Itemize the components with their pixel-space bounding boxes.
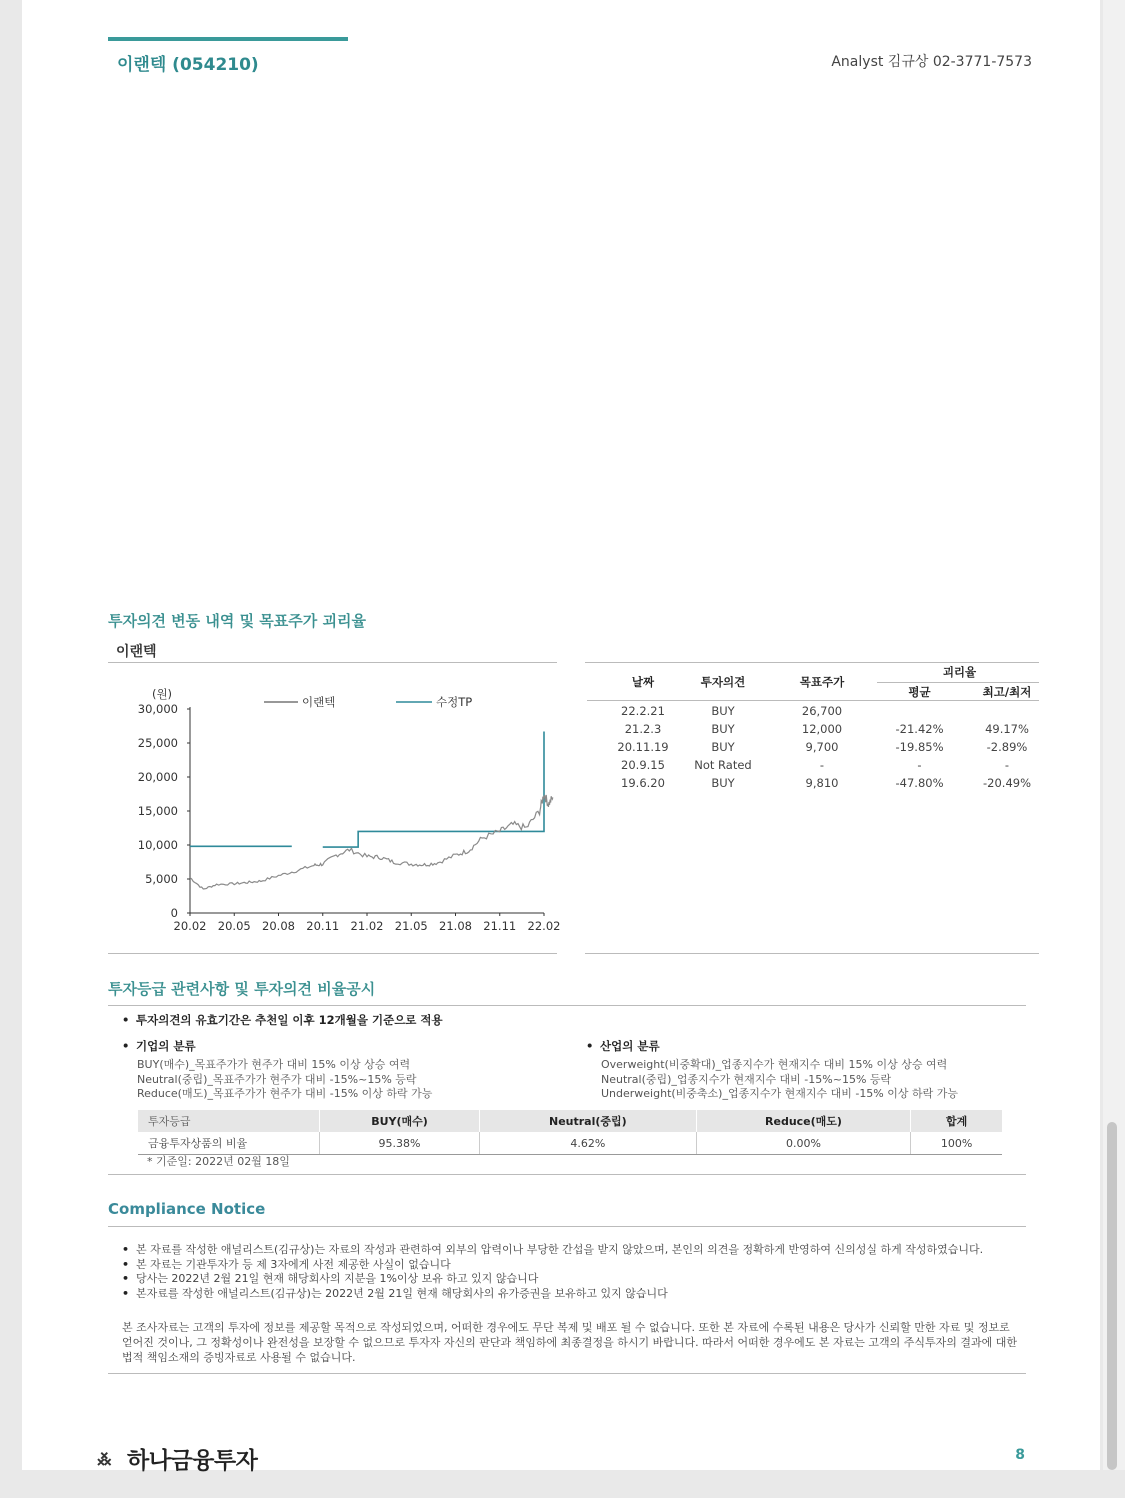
divider <box>108 1226 1026 1227</box>
industry-class-title: • 산업의 분류 <box>586 1039 660 1053</box>
company-title: 이랜텍 (054210) <box>117 55 259 75</box>
list-item: • 본자료를 작성한 애널리스트(김규상)는 2022년 2월 21일 현재 해당회사의 유가증권을 보유하고 있지 않습니다 <box>122 1287 983 1302</box>
validity-note: • 투자의견의 유효기간은 추천일 이후 12개월을 기준으로 적용 <box>122 1013 443 1027</box>
y-tick-label: 5,000 <box>145 872 178 886</box>
list-item: • 본 자료를 작성한 애널리스트(김규상)는 자료의 작성과 관련하여 외부의 압력이나 부당한 간섭을 받지 않았으며, 본인의 의견을 정확하게 반영하여 신의성실 하게 작성하였습니다. <box>122 1243 983 1258</box>
x-tick-label: 20.08 <box>262 919 295 933</box>
history-cell-date: 20.11.19 <box>617 740 669 754</box>
header-cell: BUY(매수) <box>320 1110 480 1132</box>
divider <box>108 662 557 663</box>
y-tick-label: 30,000 <box>137 702 178 716</box>
history-cell-target: 12,000 <box>801 722 843 736</box>
analyst-info: Analyst 김규상 02-3771-7573 <box>831 54 1032 70</box>
y-tick-label: 0 <box>170 906 178 920</box>
opinion-history-title: 투자의견 변동 내역 및 목표주가 괴리율 <box>108 612 366 630</box>
history-cell-avg: -47.80% <box>895 776 944 790</box>
history-cell-avg: -19.85% <box>895 740 944 754</box>
history-cell-opinion: BUY <box>711 722 735 736</box>
history-cell-target: 26,700 <box>801 704 843 718</box>
company-class-list: BUY(매수)_목표주가가 현주가 대비 15% 이상 상승 여력 Neutral(중립)_목표주가가 현주가 대비 -15%~15% 등락 Reduce(매도)_목표주가가 현주가 대비 -15% 이상 하락 가능 <box>137 1058 433 1100</box>
compliance-list <box>122 1243 983 1301</box>
col-date: 날짜 <box>631 675 655 689</box>
disclaimer-text: 본 조사자료는 고객의 투자에 정보를 제공할 목적으로 작성되었으며, 어떠한 경우에도 무단 복제 및 배포 될 수 없습니다. 또한 본 자료에 수록된 내용은 당사가 신뢰할 만한 자료 및 정보로 얻어진 것이나, 그 정확성이나 완전성을 보장할 수 없으므로 투자자 자신의 판단과 책임하에 최종결정을 하시기 바랍니다. 따라서 어떠한 경우에도 본 자료는 고객의 주식투자의 결과에 대한 법적 책임소재의 증빙자료로 사용될 수 없습니다. <box>122 1321 1017 1364</box>
x-tick-label: 21.02 <box>350 919 384 933</box>
divider <box>587 700 1039 701</box>
divider <box>585 662 1039 663</box>
x-tick-label: 20.11 <box>306 919 340 933</box>
history-cell-target: 9,810 <box>805 776 839 790</box>
col-target: 목표주가 <box>799 675 845 689</box>
history-cell-target: - <box>819 758 825 772</box>
history-cell-date: 21.2.3 <box>624 722 662 736</box>
x-tick-label: 20.02 <box>173 919 207 933</box>
history-cell-target: 9,700 <box>805 740 839 754</box>
x-tick-label: 20.05 <box>217 919 251 933</box>
x-tick-label: 21.11 <box>483 919 517 933</box>
stock-price-line <box>190 795 553 889</box>
history-cell-date: 19.6.20 <box>621 776 665 790</box>
divider <box>108 953 557 954</box>
chart-company-label: 이랜텍 <box>116 644 157 660</box>
x-tick-label: 21.05 <box>394 919 428 933</box>
company-class-title: • 기업의 분류 <box>122 1039 196 1053</box>
history-cell-highlow: - <box>1004 758 1010 772</box>
history-cell-avg: -21.42% <box>895 722 944 736</box>
table-cell: 금융투자상품의 비율 <box>138 1132 320 1155</box>
chart-svg <box>112 682 561 937</box>
brand-mark-icon: ࿏ <box>97 1449 112 1474</box>
history-cell-date: 20.9.15 <box>621 758 665 772</box>
history-cell-opinion: BUY <box>711 740 735 754</box>
header-cell: Neutral(중립) <box>480 1110 697 1132</box>
history-cell-opinion: BUY <box>711 776 735 790</box>
header-cell: 합계 <box>911 1110 1002 1132</box>
y-tick-label: 25,000 <box>137 736 178 750</box>
col-opinion: 투자의견 <box>700 675 746 689</box>
history-cell-avg: - <box>917 758 922 772</box>
legend-label-tp: 수정TP <box>436 695 473 709</box>
table-row <box>138 1132 1002 1155</box>
brand-logo: ࿏ 하나금융투자 <box>97 1436 257 1498</box>
history-cell-highlow: 49.17% <box>985 722 1029 736</box>
y-tick-label: 10,000 <box>137 838 178 852</box>
base-date: * 기준일: 2022년 02월 18일 <box>147 1155 290 1168</box>
x-tick-label: 22.02 <box>527 919 561 933</box>
col-highlow: 최고/최저 <box>982 685 1032 699</box>
rating-disclosure-title: 투자등급 관련사항 및 투자의견 비율공시 <box>108 980 376 998</box>
divider <box>108 1005 1026 1006</box>
scrollbar-thumb[interactable] <box>1107 1122 1117 1470</box>
table-cell: 0.00% <box>696 1132 911 1155</box>
divider <box>108 1373 1026 1374</box>
col-avg: 평균 <box>908 685 931 699</box>
y-axis-unit: (원) <box>151 687 173 701</box>
history-cell-date: 22.2.21 <box>621 704 665 718</box>
legend-label-price: 이랜텍 <box>302 695 336 709</box>
table-cell: 95.38% <box>320 1132 480 1155</box>
table-cell: 100% <box>911 1132 1002 1155</box>
history-cell-highlow: -2.89% <box>986 740 1028 754</box>
document-page <box>22 0 1100 1474</box>
table-cell: 4.62% <box>480 1132 697 1155</box>
page-number: 8 <box>1015 1447 1025 1463</box>
compliance-title: Compliance Notice <box>108 1200 266 1218</box>
target-price-line <box>323 731 544 847</box>
list-item: • 당사는 2022년 2월 21일 현재 해당회사의 지분을 1%이상 보유 하고 있지 않습니다 <box>122 1272 983 1287</box>
header-cell: Reduce(매도) <box>696 1110 911 1132</box>
x-tick-label: 21.08 <box>439 919 472 933</box>
y-tick-label: 20,000 <box>137 770 178 784</box>
history-cell-opinion: BUY <box>711 704 735 718</box>
stock-price-chart <box>112 682 561 937</box>
divider <box>585 953 1039 954</box>
industry-class-list: Overweight(비중확대)_업종지수가 현재지수 대비 15% 이상 상승 여력 Neutral(중립)_업종지수가 현재지수 대비 -15%~15% 등락 Underweight(비중축소)_업종지수가 현재지수 대비 -15% 이상 하락 가능 <box>601 1058 959 1100</box>
history-cell-opinion: Not Rated <box>694 758 752 772</box>
table-header-row <box>138 1110 1002 1132</box>
rating-ratio-table <box>138 1110 1002 1155</box>
header-cell: 투자등급 <box>138 1110 320 1132</box>
header-accent-bar <box>108 37 348 41</box>
list-item: • 본 자료는 기관투자가 등 제 3자에게 사전 제공한 사실이 없습니다 <box>122 1258 983 1273</box>
y-tick-label: 15,000 <box>137 804 178 818</box>
col-gap: 괴리율 <box>942 665 977 679</box>
divider <box>877 682 1039 683</box>
divider <box>108 1174 1026 1175</box>
history-cell-highlow: -20.49% <box>983 776 1031 790</box>
